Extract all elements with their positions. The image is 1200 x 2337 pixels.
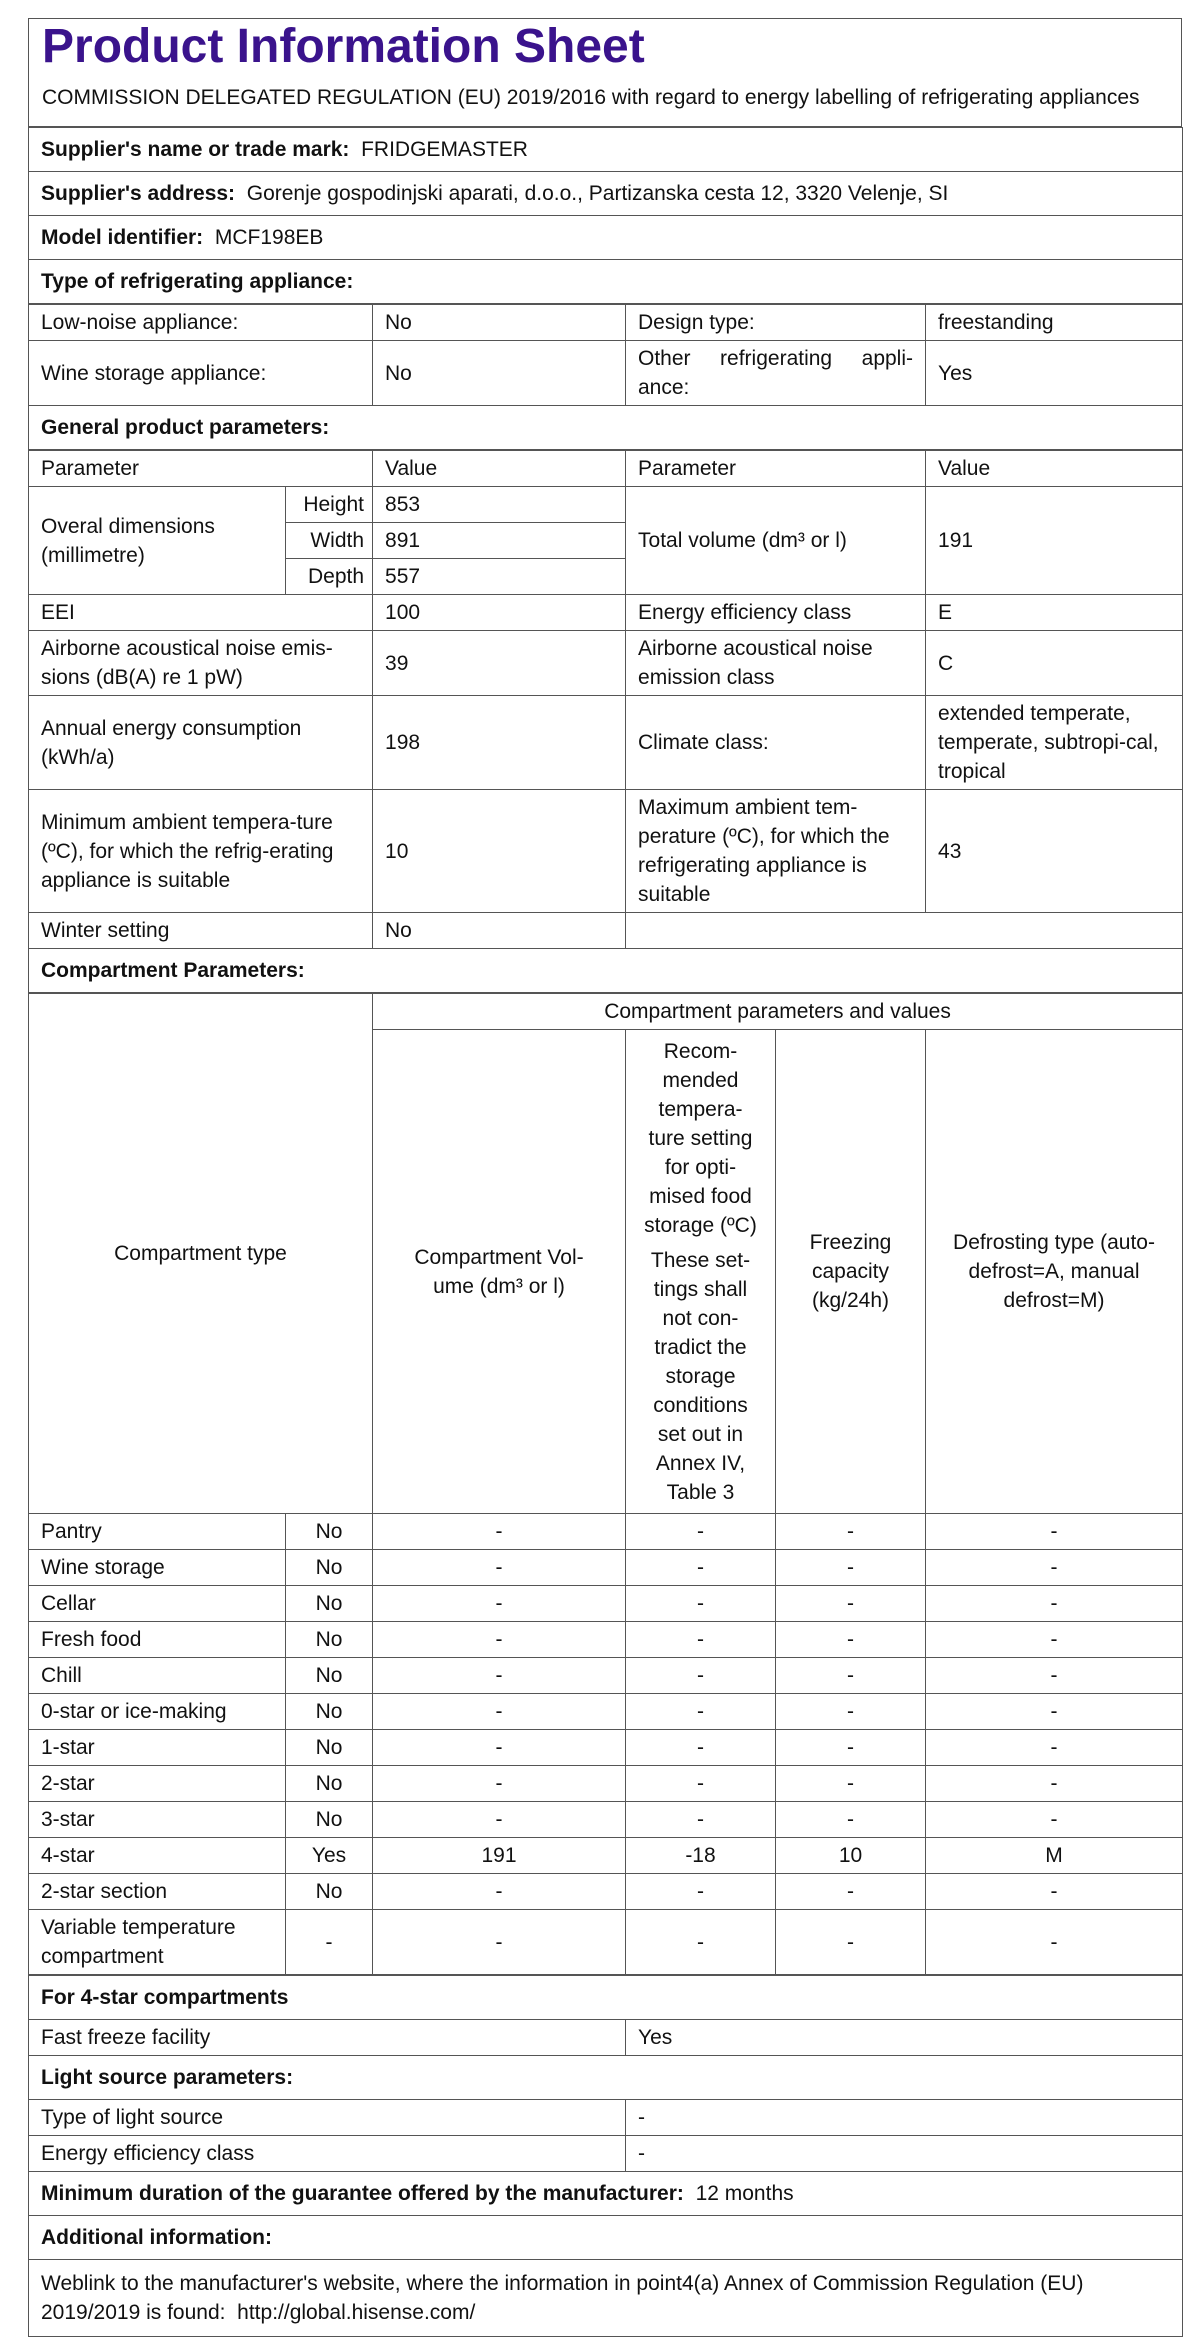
compartment-name: 1-star — [29, 1730, 286, 1766]
compartment-name: Fresh food — [29, 1622, 286, 1658]
type-section-row — [29, 260, 1183, 304]
fast-freeze-value: Yes — [626, 2020, 1183, 2056]
value-header-2: Value — [926, 451, 1183, 487]
compartment-section-heading: Compartment Parameters: — [29, 949, 1183, 993]
eei-row — [29, 595, 1183, 631]
compartment-volume: - — [373, 1622, 626, 1658]
compartment-defrost: - — [926, 1874, 1183, 1910]
compartment-present: Yes — [286, 1838, 373, 1874]
compartment-name: Wine storage — [29, 1550, 286, 1586]
compartment-volume: - — [373, 1514, 626, 1550]
noise-row — [29, 631, 1183, 696]
compartment-name: 0-star or ice-making — [29, 1694, 286, 1730]
compartment-freezing: - — [776, 1766, 926, 1802]
compartment-freezing: - — [776, 1694, 926, 1730]
compartment-row — [29, 1766, 1183, 1802]
compartment-row — [29, 1586, 1183, 1622]
additional-section-heading: Additional information: — [29, 2216, 1183, 2260]
compartment-present: No — [286, 1694, 373, 1730]
sheet-header — [28, 18, 1182, 127]
ambient-temperature-row — [29, 790, 1183, 913]
light-type-row — [29, 2100, 1183, 2136]
compartment-name: Pantry — [29, 1514, 286, 1550]
compartment-volume: - — [373, 1586, 626, 1622]
address-value: Gorenje gospodinjski aparati, d.o.o., Partizanska cesta 12, 3320 Velenje, SI — [246, 182, 949, 205]
winter-setting-row — [29, 913, 1183, 949]
height-row — [29, 487, 1183, 523]
four-star-section-row — [29, 1976, 1183, 2020]
compartment-row — [29, 1658, 1183, 1694]
light-section-heading: Light source parameters: — [29, 2056, 1183, 2100]
compartment-temperature: - — [626, 1622, 776, 1658]
light-class-value: - — [626, 2136, 1183, 2172]
compartment-volume-header: Compartment Vol-ume (dm³ or l) — [373, 1030, 626, 1514]
depth-label: Depth — [286, 559, 373, 595]
guarantee-row — [29, 2172, 1183, 2216]
product-information-sheet — [28, 0, 1198, 2337]
noise-class-label: Airborne acoustical noise emission class — [626, 631, 926, 696]
light-class-label: Energy efficiency class — [29, 2136, 626, 2172]
compartment-row — [29, 1694, 1183, 1730]
height-label: Height — [286, 487, 373, 523]
compartment-present: No — [286, 1730, 373, 1766]
weblink-url[interactable]: http://global.hisense.com/ — [237, 2301, 476, 2324]
compartment-freezing: 10 — [776, 1838, 926, 1874]
compartment-name: 2-star — [29, 1766, 286, 1802]
compartment-row — [29, 1514, 1183, 1550]
compartment-volume: - — [373, 1874, 626, 1910]
parameter-header-2: Parameter — [626, 451, 926, 487]
defrosting-type-header: Defrosting type (auto-defrost=A, manual defrost=M) — [926, 1030, 1183, 1514]
compartment-defrost: - — [926, 1730, 1183, 1766]
compartment-freezing: - — [776, 1550, 926, 1586]
depth-value: 557 — [373, 559, 626, 595]
energy-class-value: E — [926, 595, 1183, 631]
compartment-name: 2-star section — [29, 1874, 286, 1910]
compartment-temperature: - — [626, 1910, 776, 1975]
wine-storage-label: Wine storage appliance: — [29, 341, 373, 406]
compartment-defrost: - — [926, 1586, 1183, 1622]
climate-class-value: extended temperate, temperate, subtropi-cal, tropical — [926, 696, 1183, 790]
noise-value: 39 — [373, 631, 626, 696]
compartment-group-header-row — [29, 994, 1183, 1030]
compartment-defrost: - — [926, 1694, 1183, 1730]
wine-storage-row — [29, 341, 1183, 406]
compartment-temperature: - — [626, 1874, 776, 1910]
compartment-group-header: Compartment parameters and values — [373, 994, 1183, 1030]
min-ambient-value: 10 — [373, 790, 626, 913]
noise-class-value: C — [926, 631, 1183, 696]
compartment-table — [28, 993, 1183, 1975]
compartment-volume: - — [373, 1802, 626, 1838]
compartment-present: No — [286, 1802, 373, 1838]
light-type-value: - — [626, 2100, 1183, 2136]
general-parameters-table — [28, 450, 1183, 993]
address-row — [29, 172, 1183, 216]
compartment-freezing: - — [776, 1514, 926, 1550]
light-class-row — [29, 2136, 1183, 2172]
compartment-name: Cellar — [29, 1586, 286, 1622]
other-appliance-label: Other refrigerating appli-ance: — [626, 341, 926, 406]
model-value: MCF198EB — [214, 226, 324, 249]
compartment-temperature: - — [626, 1514, 776, 1550]
guarantee-value: 12 months — [695, 2182, 794, 2205]
compartment-defrost: - — [926, 1514, 1183, 1550]
compartment-temperature: - — [626, 1730, 776, 1766]
annual-energy-label: Annual energy consumption (kWh/a) — [29, 696, 373, 790]
compartment-freezing: - — [776, 1874, 926, 1910]
compartment-freezing: - — [776, 1730, 926, 1766]
bottom-table — [28, 1975, 1183, 2337]
compartment-defrost: - — [926, 1622, 1183, 1658]
compartment-volume: - — [373, 1730, 626, 1766]
compartment-present: - — [286, 1910, 373, 1975]
compartment-row — [29, 1550, 1183, 1586]
dimensions-label: Overal dimensions (millimetre) — [29, 487, 286, 595]
design-type-value: freestanding — [926, 305, 1183, 341]
supplier-table — [28, 127, 1183, 304]
general-section-row — [29, 406, 1183, 450]
climate-class-label: Climate class: — [626, 696, 926, 790]
eei-value: 100 — [373, 595, 626, 631]
compartment-defrost: M — [926, 1838, 1183, 1874]
compartment-temperature: - — [626, 1658, 776, 1694]
compartment-freezing: - — [776, 1586, 926, 1622]
max-ambient-value: 43 — [926, 790, 1183, 913]
fast-freeze-label: Fast freeze facility — [29, 2020, 626, 2056]
compartment-temperature: - — [626, 1802, 776, 1838]
compartment-temperature: -18 — [626, 1838, 776, 1874]
height-value: 853 — [373, 487, 626, 523]
wine-storage-value: No — [373, 341, 626, 406]
page-title: Product Information Sheet — [42, 20, 645, 73]
model-label: Model identifier: — [41, 226, 204, 249]
compartment-row — [29, 1730, 1183, 1766]
compartment-row — [29, 1874, 1183, 1910]
low-noise-value: No — [373, 305, 626, 341]
compartment-name: Variable temperature compartment — [29, 1910, 286, 1975]
compartment-volume: - — [373, 1658, 626, 1694]
annual-energy-value: 198 — [373, 696, 626, 790]
noise-label: Airborne acoustical noise emis-sions (dB(A) re 1 pW) — [29, 631, 373, 696]
compartment-present: No — [286, 1766, 373, 1802]
annual-energy-row — [29, 696, 1183, 790]
compartment-defrost: - — [926, 1910, 1183, 1975]
low-noise-label: Low-noise appliance: — [29, 305, 373, 341]
compartment-freezing: - — [776, 1658, 926, 1694]
compartment-volume: - — [373, 1910, 626, 1975]
compartment-row — [29, 1622, 1183, 1658]
compartment-present: No — [286, 1874, 373, 1910]
general-section-heading: General product parameters: — [29, 406, 1183, 450]
compartment-name: 3-star — [29, 1802, 286, 1838]
four-star-section-heading: For 4-star compartments — [29, 1976, 1183, 2020]
compartment-rows — [29, 1514, 1183, 1975]
compartment-defrost: - — [926, 1550, 1183, 1586]
recommended-temperature-header — [626, 1030, 776, 1514]
additional-section-row — [29, 2216, 1183, 2260]
type-table — [28, 304, 1183, 450]
regulation-text: COMMISSION DELEGATED REGULATION (EU) 2019/2016 with regard to energy labelling of refrigerating appliances — [42, 86, 1140, 109]
compartment-section-row — [29, 949, 1183, 993]
compartment-row — [29, 1802, 1183, 1838]
compartment-temperature: - — [626, 1766, 776, 1802]
compartment-volume: - — [373, 1766, 626, 1802]
model-row — [29, 216, 1183, 260]
compartment-present: No — [286, 1658, 373, 1694]
compartment-defrost: - — [926, 1802, 1183, 1838]
general-header-row — [29, 451, 1183, 487]
weblink-row — [29, 2260, 1183, 2337]
compartment-volume: 191 — [373, 1838, 626, 1874]
winter-setting-label: Winter setting — [29, 913, 373, 949]
value-header: Value — [373, 451, 626, 487]
light-section-row — [29, 2056, 1183, 2100]
compartment-defrost: - — [926, 1658, 1183, 1694]
empty-cell — [626, 913, 1183, 949]
compartment-volume: - — [373, 1550, 626, 1586]
compartment-freezing: - — [776, 1802, 926, 1838]
compartment-present: No — [286, 1550, 373, 1586]
supplier-row — [29, 128, 1183, 172]
eei-label: EEI — [29, 595, 373, 631]
temperature-note-text: These set-tings shall not con-tradict the storage conditions set out in Annex IV, Table 3 — [650, 1248, 751, 1504]
compartment-freezing: - — [776, 1622, 926, 1658]
guarantee-label: Minimum duration of the guarantee offered by the manufacturer: — [41, 2182, 684, 2205]
design-type-label: Design type: — [626, 305, 926, 341]
compartment-type-header: Compartment type — [29, 994, 373, 1514]
energy-class-label: Energy efficiency class — [626, 595, 926, 631]
weblink-text: Weblink to the manufacturer's website, where the information in point4(a) Annex of Commission Regulation (EU) 2019/2019 is found: — [41, 2272, 1084, 2324]
compartment-row — [29, 1910, 1183, 1975]
recommended-temperature-text: Recom-mended tempera-ture setting for opti-mised food storage (ºC) — [644, 1039, 757, 1237]
other-appliance-value: Yes — [926, 341, 1183, 406]
compartment-temperature: - — [626, 1550, 776, 1586]
supplier-label: Supplier's name or trade mark: — [41, 138, 350, 161]
parameter-header: Parameter — [29, 451, 373, 487]
compartment-present: No — [286, 1622, 373, 1658]
compartment-present: No — [286, 1514, 373, 1550]
compartment-row — [29, 1838, 1183, 1874]
compartment-defrost: - — [926, 1766, 1183, 1802]
width-label: Width — [286, 523, 373, 559]
compartment-name: 4-star — [29, 1838, 286, 1874]
compartment-volume: - — [373, 1694, 626, 1730]
low-noise-row — [29, 305, 1183, 341]
compartment-temperature: - — [626, 1694, 776, 1730]
compartment-freezing: - — [776, 1910, 926, 1975]
total-volume-label: Total volume (dm³ or l) — [626, 487, 926, 595]
type-section-heading: Type of refrigerating appliance: — [29, 260, 1183, 304]
supplier-value: FRIDGEMASTER — [361, 138, 528, 161]
compartment-present: No — [286, 1586, 373, 1622]
fast-freeze-row — [29, 2020, 1183, 2056]
winter-setting-value: No — [373, 913, 626, 949]
width-value: 891 — [373, 523, 626, 559]
min-ambient-label: Minimum ambient tempera-ture (ºC), for which the refrig-erating appliance is suitable — [29, 790, 373, 913]
max-ambient-label: Maximum ambient tem-perature (ºC), for which the refrigerating appliance is suitable — [626, 790, 926, 913]
total-volume-value: 191 — [926, 487, 1183, 595]
light-type-label: Type of light source — [29, 2100, 626, 2136]
freezing-capacity-header: Freezing capacity (kg/24h) — [776, 1030, 926, 1514]
address-label: Supplier's address: — [41, 182, 236, 205]
compartment-name: Chill — [29, 1658, 286, 1694]
compartment-temperature: - — [626, 1586, 776, 1622]
